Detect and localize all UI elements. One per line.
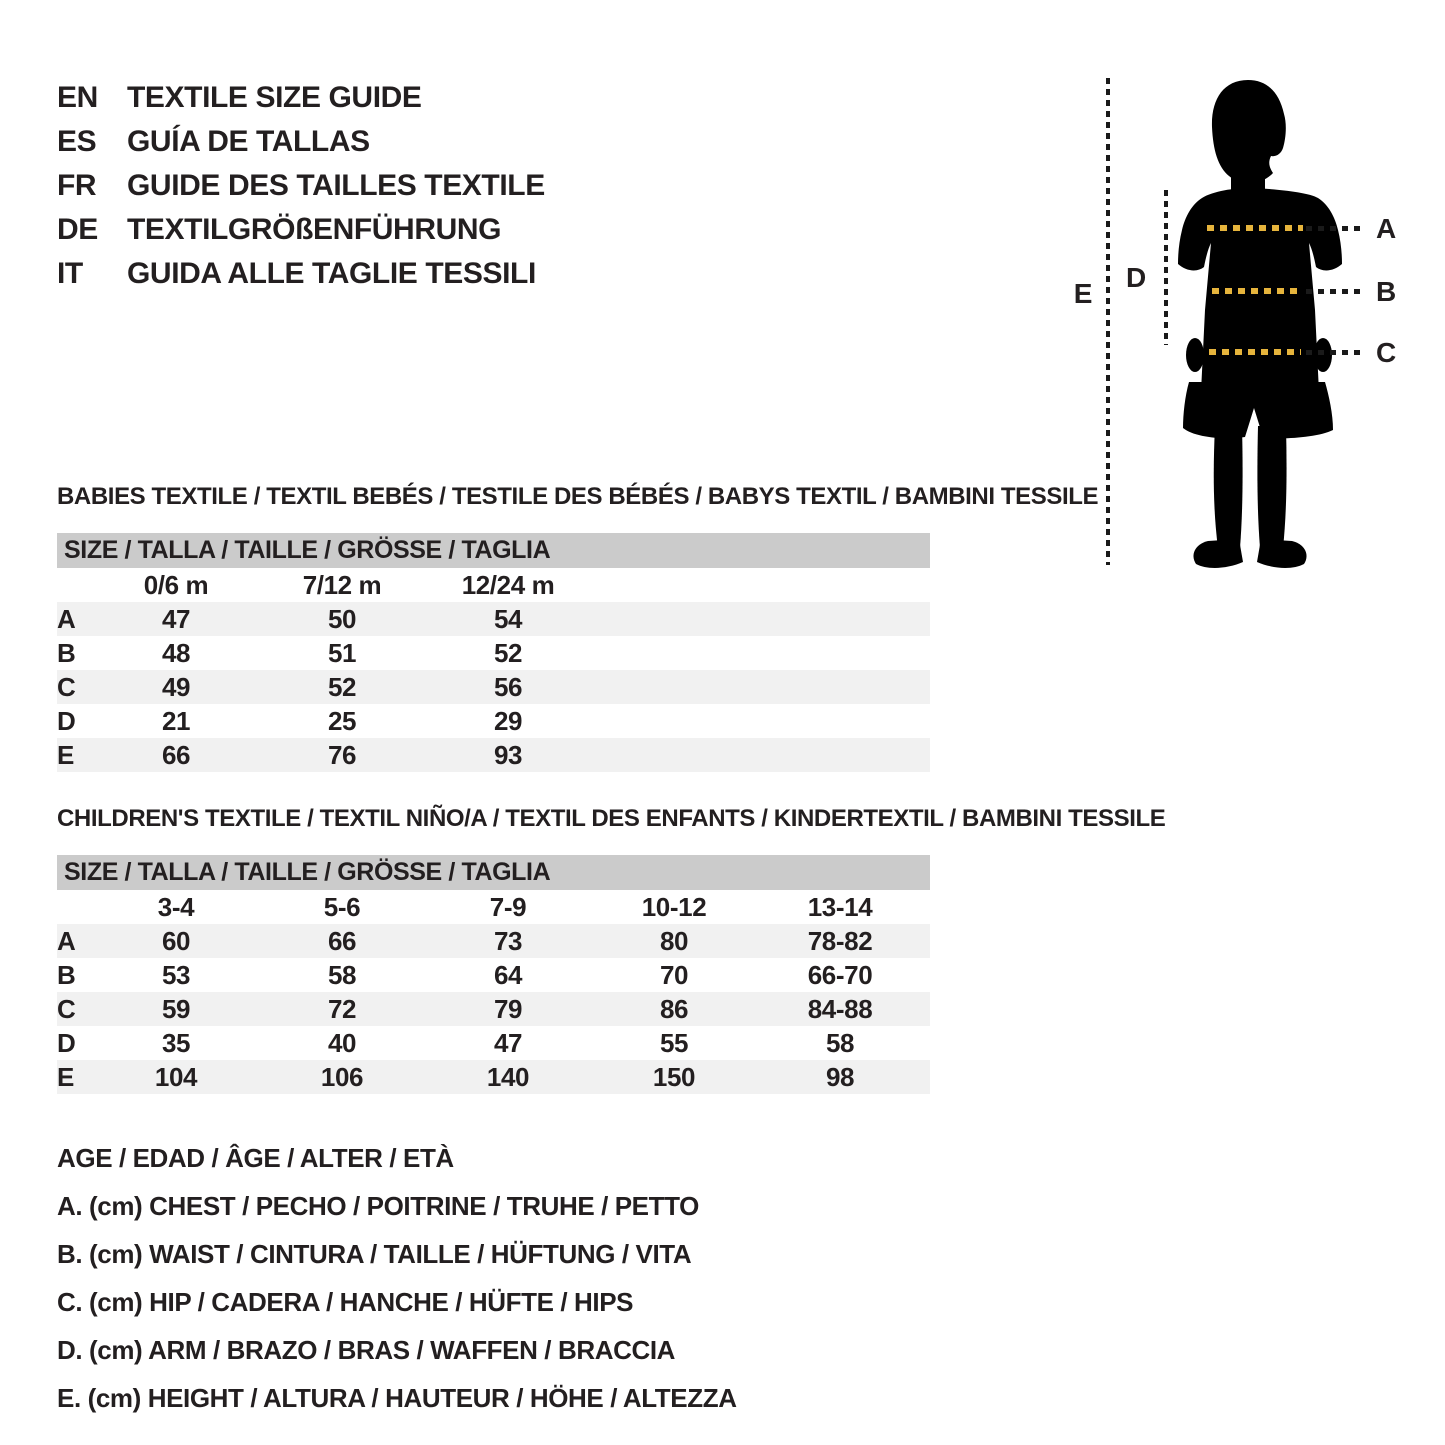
corner-cell: [57, 890, 93, 924]
size-value-cell: 47: [161, 604, 191, 634]
legend-line-height: E. (cm) HEIGHT / ALTURA / HAUTEUR / HÖHE / ALTEZZA: [57, 1383, 737, 1413]
table-row: [57, 958, 930, 992]
filler-cell: [923, 924, 930, 958]
size-value-cell: 56: [493, 672, 523, 702]
silhouette-shoe-right: [1257, 539, 1307, 568]
language-title-block: [57, 76, 545, 296]
row-label-cell: C: [57, 994, 76, 1024]
size-value-cell: 40: [327, 1028, 357, 1058]
row-label-cell: D: [57, 1028, 76, 1058]
size-value-cell: 50: [327, 604, 357, 634]
filler-cell: [591, 602, 930, 636]
hip-label-c: C: [1376, 337, 1396, 368]
language-code: DE: [57, 213, 98, 246]
table-header-row: [57, 568, 930, 602]
size-value-cell: 60: [161, 926, 191, 956]
size-value-cell: 52: [493, 638, 523, 668]
filler-cell: [923, 890, 930, 924]
guide-title: GUIDE DES TAILLES TEXTILE: [127, 169, 545, 202]
language-row: [57, 208, 545, 252]
corner-cell: [57, 568, 93, 602]
language-code: IT: [57, 257, 83, 290]
guide-title: TEXTILE SIZE GUIDE: [127, 81, 422, 114]
child-silhouette: [1155, 70, 1345, 570]
silhouette-hand-left: [1186, 338, 1204, 372]
guide-title: GUÍA DE TALLAS: [127, 125, 370, 158]
measurement-legend: [57, 1134, 737, 1422]
filler-cell: [923, 1026, 930, 1060]
size-value-cell: 58: [825, 1028, 855, 1058]
size-value-cell: 150: [652, 1062, 696, 1092]
children-size-header-bar: SIZE / TALLA / TAILLE / GRÖSSE / TAGLIA: [57, 855, 930, 890]
row-label-cell: A: [57, 926, 76, 956]
row-label-cell: E: [57, 740, 74, 770]
size-value-cell: 51: [327, 638, 357, 668]
column-header-cell: 12/24 m: [461, 570, 555, 600]
waist-label-b: B: [1376, 276, 1396, 307]
size-value-cell: 73: [493, 926, 523, 956]
size-value-cell: 79: [493, 994, 523, 1024]
row-label-cell: E: [57, 1062, 74, 1092]
size-value-cell: 93: [493, 740, 523, 770]
size-value-cell: 80: [659, 926, 689, 956]
column-header-cell: 0/6 m: [143, 570, 209, 600]
filler-cell: [591, 738, 930, 772]
children-size-table: [57, 890, 930, 1094]
filler-cell: [591, 636, 930, 670]
size-value-cell: 53: [161, 960, 191, 990]
column-header-cell: 7/12 m: [302, 570, 382, 600]
size-value-cell: 58: [327, 960, 357, 990]
size-value-cell: 98: [825, 1062, 855, 1092]
silhouette-head: [1212, 80, 1286, 183]
arm-line-d: [1164, 190, 1168, 345]
row-label-cell: B: [57, 960, 76, 990]
guide-title: TEXTILGRÖßENFÜHRUNG: [127, 213, 502, 246]
language-code: ES: [57, 125, 97, 158]
language-row: [57, 252, 545, 296]
table-row: [57, 704, 930, 738]
size-value-cell: 52: [327, 672, 357, 702]
babies-size-table: [57, 568, 930, 772]
size-value-cell: 140: [486, 1062, 530, 1092]
table-header-row: [57, 890, 930, 924]
size-value-cell: 35: [161, 1028, 191, 1058]
filler-cell: [923, 958, 930, 992]
hip-line-c-ext: [1306, 350, 1366, 355]
babies-size-header-bar: SIZE / TALLA / TAILLE / GRÖSSE / TAGLIA: [57, 533, 930, 568]
table-row: [57, 670, 930, 704]
table-row: [57, 924, 930, 958]
chest-label-a: A: [1376, 213, 1396, 244]
chest-line-a-body: [1207, 225, 1303, 231]
language-row: [57, 76, 545, 120]
size-value-cell: 84-88: [807, 994, 873, 1024]
size-value-cell: 29: [493, 706, 523, 736]
size-value-cell: 66-70: [807, 960, 873, 990]
chest-line-a-ext: [1306, 226, 1366, 231]
size-value-cell: 48: [161, 638, 191, 668]
column-header-cell: 13-14: [807, 892, 873, 922]
table-row: [57, 1060, 930, 1094]
row-label-cell: A: [57, 604, 76, 634]
filler-cell: [591, 670, 930, 704]
waist-line-b-ext: [1306, 289, 1366, 294]
size-value-cell: 49: [161, 672, 191, 702]
language-code: FR: [57, 169, 97, 202]
size-value-cell: 76: [327, 740, 357, 770]
row-label-cell: C: [57, 672, 76, 702]
row-label-cell: D: [57, 706, 76, 736]
table-row: [57, 602, 930, 636]
legend-line-waist: B. (cm) WAIST / CINTURA / TAILLE / HÜFTUNG / VITA: [57, 1239, 692, 1269]
size-value-cell: 70: [659, 960, 689, 990]
height-label-e: E: [1073, 278, 1092, 309]
filler-cell: [923, 1060, 930, 1094]
filler-cell: [591, 568, 930, 602]
size-value-cell: 66: [161, 740, 191, 770]
size-value-cell: 54: [493, 604, 523, 634]
legend-line-age: AGE / EDAD / ÂGE / ALTER / ETÀ: [57, 1143, 454, 1173]
babies-section-title: BABIES TEXTILE / TEXTIL BEBÉS / TESTILE DES BÉBÉS / BABYS TEXTIL / BAMBINI TESSILE: [57, 483, 1099, 510]
legend-line-hip: C. (cm) HIP / CADERA / HANCHE / HÜFTE / HIPS: [57, 1287, 634, 1317]
table-row: [57, 992, 930, 1026]
size-value-cell: 86: [659, 994, 689, 1024]
hip-line-c-body: [1209, 349, 1301, 355]
size-value-cell: 47: [493, 1028, 523, 1058]
language-row: [57, 120, 545, 164]
size-value-cell: 55: [659, 1028, 689, 1058]
column-header-cell: 10-12: [641, 892, 707, 922]
table-row: [57, 738, 930, 772]
filler-cell: [923, 992, 930, 1026]
language-code: EN: [57, 81, 98, 114]
size-value-cell: 78-82: [807, 926, 873, 956]
silhouette-shoe-left: [1193, 539, 1243, 568]
table-row: [57, 636, 930, 670]
silhouette-leg-right: [1257, 426, 1286, 548]
legend-line-arm: D. (cm) ARM / BRAZO / BRAS / WAFFEN / BRACCIA: [57, 1335, 676, 1365]
column-header-cell: 5-6: [323, 892, 361, 922]
waist-line-b-body: [1212, 288, 1300, 294]
children-section-title: CHILDREN'S TEXTILE / TEXTIL NIÑO/A / TEXTIL DES ENFANTS / KINDERTEXTIL / BAMBINI TESSILE: [57, 805, 1166, 832]
size-value-cell: 21: [161, 706, 191, 736]
size-value-cell: 66: [327, 926, 357, 956]
guide-title: GUIDA ALLE TAGLIE TESSILI: [127, 257, 536, 290]
arm-label-d: D: [1126, 262, 1146, 293]
table-row: [57, 1026, 930, 1060]
column-header-cell: 3-4: [157, 892, 195, 922]
silhouette-hand-right: [1314, 338, 1332, 372]
legend-line-chest: A. (cm) CHEST / PECHO / POITRINE / TRUHE / PETTO: [57, 1191, 699, 1221]
size-value-cell: 64: [493, 960, 523, 990]
row-label-cell: B: [57, 638, 76, 668]
column-header-cell: 7-9: [489, 892, 527, 922]
size-value-cell: 59: [161, 994, 191, 1024]
size-value-cell: 72: [327, 994, 357, 1024]
filler-cell: [591, 704, 930, 738]
silhouette-leg-left: [1214, 426, 1243, 548]
size-value-cell: 104: [154, 1062, 198, 1092]
language-row: [57, 164, 545, 208]
size-value-cell: 25: [327, 706, 357, 736]
size-value-cell: 106: [320, 1062, 364, 1092]
height-line-e: [1106, 78, 1110, 565]
